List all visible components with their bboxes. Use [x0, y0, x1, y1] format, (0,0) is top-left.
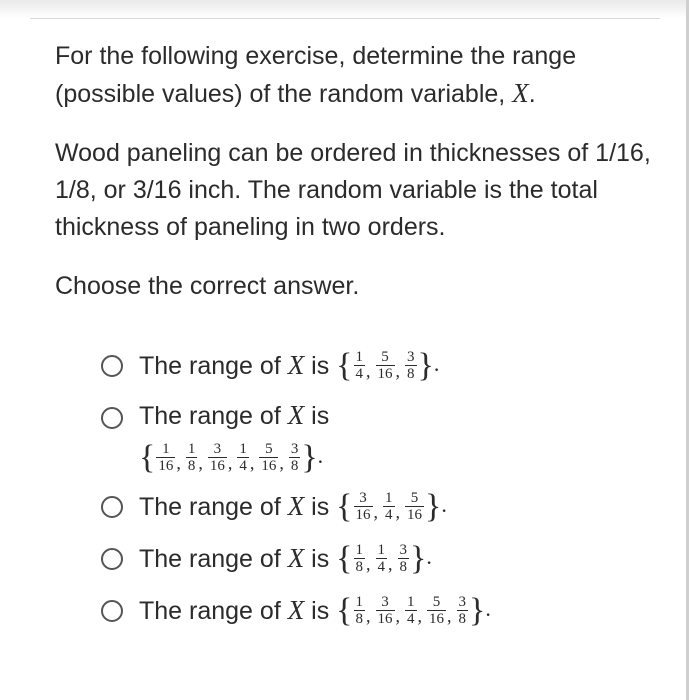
prompt-period: .	[528, 80, 536, 108]
fraction: $\frac{3}{16}$	[355, 489, 371, 523]
answer-choice[interactable]	[101, 538, 655, 586]
prompt-variable: X	[512, 78, 529, 108]
fraction: $\frac{3}{8}$	[407, 348, 415, 382]
fraction: $\frac{1}{16}$	[158, 440, 174, 474]
choice-label: The range of X is { $\frac{1}{8}$ $_,$ $\frac{1}{4}$ $_,$ $\frac{3}{8}$ }.	[139, 545, 432, 573]
radio-button[interactable]	[101, 600, 123, 622]
choice-label: The range of X is { $\frac{1}{4}$ $_,$ $\frac{5}{16}$ $_,$ $\frac{3}{8}$ }.	[139, 352, 439, 380]
question-content	[55, 38, 655, 642]
answer-choice[interactable]	[101, 486, 655, 534]
fraction: $\frac{1}{4}$	[385, 489, 393, 523]
fraction: $\frac{3}{8}$	[458, 593, 466, 627]
top-divider	[30, 18, 660, 19]
radio-button[interactable]	[101, 407, 123, 429]
set-expression: { $\frac{3}{16}$ $_,$ $\frac{1}{4}$ $_,$ $\frac{5}{16}$ }.	[336, 487, 447, 525]
fraction: $\frac{1}{4}$	[407, 593, 415, 627]
problem-statement: Wood paneling can be ordered in thicknesses of 1/16, 1/8, or 3/16 inch. The random variable is the total thickness of paneling in two orders.	[55, 139, 651, 241]
fraction: $\frac{5}{16}$	[429, 593, 444, 627]
fraction: $\frac{1}{8}$	[355, 593, 363, 627]
answer-choice[interactable]	[101, 590, 655, 638]
fraction: $\frac{3}{8}$	[290, 440, 299, 474]
prompt-text: For the following exercise, determine the range (possible values) of the random variable,	[55, 42, 577, 108]
choice-label: The range of X is { $\frac{3}{16}$ $_,$ $\frac{1}{4}$ $_,$ $\frac{5}{16}$ }.	[139, 493, 447, 521]
set-expression: { $\frac{1}{8}$ $_,$ $\frac{1}{4}$ $_,$ $\frac{3}{8}$ }.	[336, 539, 432, 577]
answer-choice[interactable]	[101, 345, 655, 393]
fraction: $\frac{5}{16}$	[261, 440, 277, 474]
fraction: $\frac{5}{16}$	[407, 489, 422, 523]
fraction: $\frac{5}{16}$	[377, 348, 393, 382]
top-shadow	[0, 0, 689, 18]
fraction: $\frac{3}{16}$	[377, 593, 393, 627]
fraction: $\frac{1}{8}$	[355, 541, 363, 575]
choice-label: The range of X is { $\frac{1}{8}$ $_,$ $\frac{3}{16}$ $_,$ $\frac{1}{4}$ $_,$ $\frac{5}{16}$ $_,$ $\frac{3}{8}$ }.	[139, 597, 491, 625]
set-expression: { $\frac{1}{16}$ $_,$ $\frac{1}{8}$ $_,$ $\frac{3}{16}$ $_,$ $\frac{1}{4}$ $_,$ $\frac{5}{16}$ $_,$ $\frac{3}{8}$ }.	[139, 438, 324, 476]
fraction: $\frac{1}{4}$	[377, 541, 385, 575]
set-expression: { $\frac{1}{4}$ $_,$ $\frac{5}{16}$ $_,$ $\frac{3}{8}$ }.	[336, 346, 440, 384]
fraction: $\frac{1}{8}$	[187, 440, 196, 474]
set-expression: { $\frac{1}{8}$ $_,$ $\frac{3}{16}$ $_,$ $\frac{1}{4}$ $_,$ $\frac{5}{16}$ $_,$ $\frac{3}{8}$ }.	[336, 591, 491, 629]
fraction: $\frac{1}{4}$	[355, 348, 363, 382]
fraction: $\frac{3}{16}$	[209, 440, 225, 474]
radio-button[interactable]	[101, 496, 123, 518]
fraction: $\frac{1}{4}$	[239, 440, 247, 474]
answer-choice[interactable]	[101, 397, 655, 482]
instruction-text: Choose the correct answer.	[55, 272, 360, 300]
answer-choices	[55, 345, 655, 638]
radio-button[interactable]	[101, 548, 123, 570]
question-prompt	[55, 38, 655, 113]
choice-label: The range of X is { $\frac{1}{16}$ $_,$ $\frac{1}{8}$ $_,$ $\frac{3}{16}$ $_,$ $\frac{1}{4}$ $_,$ $\frac{5}{16}$ $_,$ $\frac{3}{8}$ }.	[139, 402, 655, 482]
fraction: $\frac{3}{8}$	[399, 541, 407, 575]
radio-button[interactable]	[101, 355, 123, 377]
